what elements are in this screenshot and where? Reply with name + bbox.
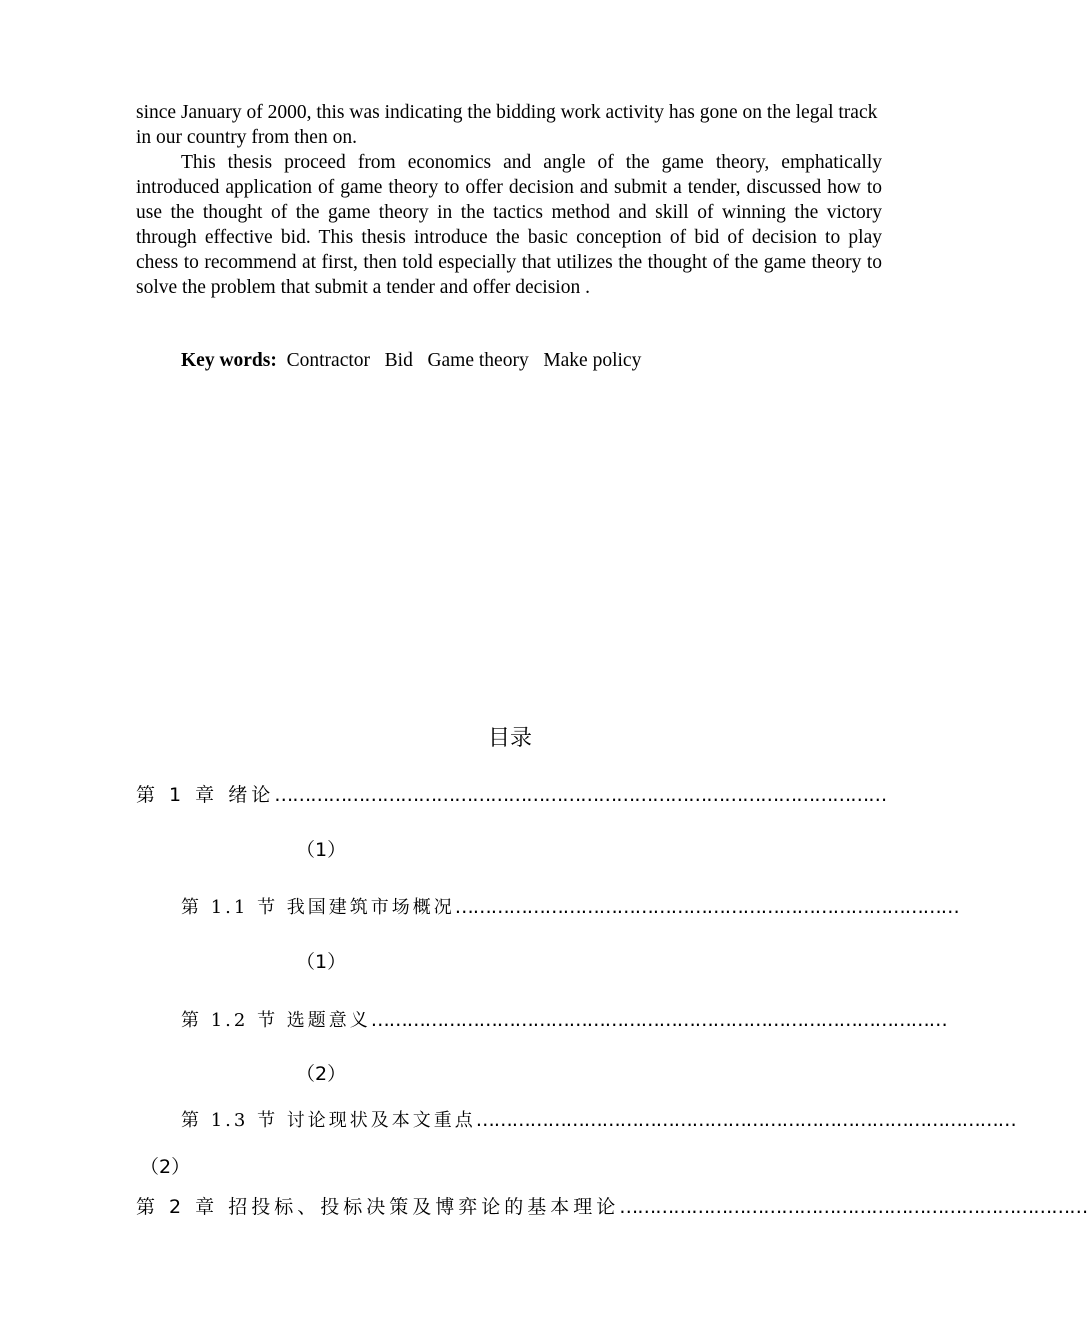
keywords-label: Key words:	[181, 350, 277, 371]
keywords-list: Contractor Bid Game theory Make policy	[276, 350, 642, 371]
toc-leader-dots: …………………………………………………………………………………………	[274, 784, 887, 806]
toc-title: 目录	[487, 726, 532, 751]
toc-entry-section-1-3[interactable]	[181, 1106, 1016, 1135]
keywords-line	[181, 348, 641, 373]
toc-entry-label: 第 1.1 节 我国建筑市场概况	[181, 897, 455, 918]
toc-leader-dots: ………………………………………………………………………………	[475, 1109, 1016, 1131]
toc-leader-dots: ……………………………………………………………………………………	[370, 1009, 947, 1031]
toc-entry-chapter-2[interactable]	[136, 1193, 1087, 1221]
toc-entry-label: 第 1 章 绪论	[136, 784, 275, 806]
toc-entry-section-1-2[interactable]	[181, 1006, 947, 1035]
toc-entry-page-number: （2）	[296, 1063, 347, 1085]
toc-entry-page-number: （1）	[296, 839, 347, 861]
toc-leader-dots: …………………………………………………………………………	[454, 896, 959, 918]
toc-leader-dots: ……………………………………………………………………	[619, 1196, 1087, 1218]
toc-entry-label: 第 1.2 节 选题意义	[181, 1010, 371, 1031]
toc-entry-label: 第 2 章 招投标、投标决策及博弈论的基本理论	[136, 1196, 620, 1218]
toc-entry-label: 第 1.3 节 讨论现状及本文重点	[181, 1110, 476, 1131]
toc-entry-section-1-1[interactable]	[181, 893, 959, 922]
abstract-paragraph-continued: since January of 2000, this was indicating the bidding work activity has gone on the legal track in our country from then on.	[136, 102, 878, 148]
toc-entry-page-number: （2）	[140, 1156, 191, 1178]
abstract-paragraph: This thesis proceed from economics and angle of the game theory, emphatically introduced application of game theory to offer decision and submit a tender, discussed how to use the thought of the game theory in the tactics method and skill of winning the victory through effective bid. This thesis introduce the basic conception of bid of decision to play chess to recommend at first, then told especially that utilizes the thought of the game theory to solve the problem that submit a tender and offer decision .	[136, 152, 882, 298]
toc-entry-chapter-1[interactable]	[136, 781, 887, 809]
toc-entry-page-number: （1）	[296, 951, 347, 973]
